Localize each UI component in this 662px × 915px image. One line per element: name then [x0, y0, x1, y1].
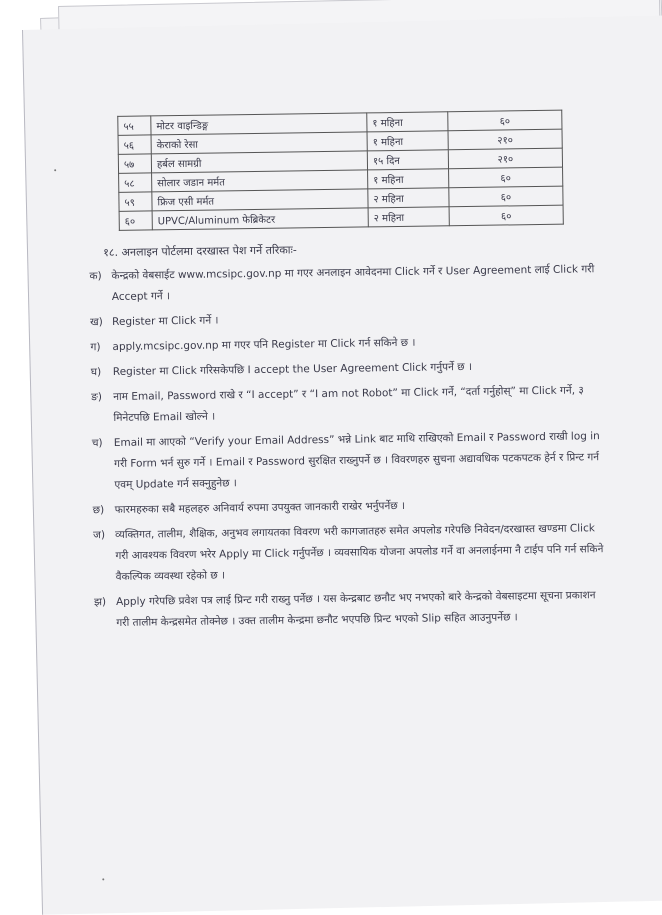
course-value: ६० — [449, 186, 563, 207]
course-duration: १ महिना — [367, 131, 448, 151]
step-marker: क) — [89, 270, 102, 283]
step-item — [94, 585, 610, 634]
course-name: मोटर वाइन्डिङ्ग — [151, 113, 367, 135]
step-item — [91, 355, 606, 383]
step-text: Apply गरेपछि प्रवेश पत्र लाई प्रिन्ट गरी राख्नु पर्नेछ । यस केन्द्रबाट छनौट भए नभएको बारे केन्द्रको वेबसाइटमा सूचना प्रकाशन गरी तालीम केन्द्रसमेत तोक्नेछ । उक्त तालीम केन्द्रमा छनौट भएपछि प्रिन्ट भएको Slip सहित आउनुपर्नेछ । — [115, 589, 596, 629]
step-text: फारमहरुका सबै महलहरु अनिवार्य रुपमा उपयुक्त जानकारी राखेर भर्नुपर्नेछ । — [114, 499, 406, 516]
course-duration: १ महिना — [368, 169, 449, 189]
step-marker: ग) — [90, 341, 101, 354]
course-value: २१० — [448, 129, 562, 150]
step-marker: ख) — [90, 316, 103, 329]
document-page — [22, 15, 662, 914]
step-item — [90, 305, 605, 333]
step-text: Register मा Click गर्ने । — [112, 314, 219, 328]
course-name: UPVC/Aluminum फेब्रिकेटर — [152, 208, 368, 230]
course-duration: १५ दिन — [367, 150, 448, 170]
course-duration: २ महिना — [368, 207, 449, 227]
row-number: ६० — [119, 211, 152, 230]
step-marker: ज) — [93, 529, 106, 542]
step-item — [89, 259, 605, 308]
step-marker: झ) — [93, 596, 107, 609]
row-number: ५८ — [119, 173, 152, 192]
page-content — [87, 109, 609, 638]
course-duration: १ महिना — [367, 112, 448, 132]
step-text: Register मा Click गरिसकेपछि I accept the User Agreement Click गर्नुपर्ने छ । — [112, 360, 473, 378]
row-number: ५७ — [118, 154, 151, 173]
step-marker: घ) — [90, 366, 102, 379]
step-item — [93, 493, 608, 521]
step-item — [93, 518, 609, 588]
step-text: apply.mcsipc.gov.np मा गएर पनि Register मा Click गर्न सकिने छ । — [112, 336, 416, 353]
speck — [54, 169, 56, 171]
step-marker: ङ) — [91, 391, 103, 404]
row-number: ५५ — [118, 116, 151, 135]
step-marker: च) — [91, 437, 103, 450]
course-name: फ्रिज एसी मर्मत — [152, 189, 368, 211]
step-text: Email मा आएको “Verify your Email Address” भन्ने Link बाट माथि राखिएको Email र Password राखी log in गरी Form भर्न सुरु गर्ने । Email र Password सुरक्षित राख्नुपर्ने छ । विवरणहरु सुचना अद्यावधिक पटकपटक हेर्न र प्रिन्ट गर्न एवम् Update गर्न सक्नुहुनेछ । — [113, 430, 600, 491]
section-heading: १८. अनलाइन पोर्टलमा दरखास्त पेश गर्ने तरिकाः- — [103, 243, 297, 260]
step-text: केन्द्रको वेबसाईट www.mcsipc.gov.np मा गएर अनलाइन आवेदनमा Click गर्ने र User Agreement लाई Click गरी Accept गर्ने । — [111, 263, 595, 303]
course-duration: २ महिना — [368, 188, 449, 208]
course-name: सोलार जडान मर्मत — [152, 170, 368, 192]
row-number: ५६ — [118, 135, 151, 154]
step-item — [91, 380, 607, 429]
course-value: २१० — [448, 148, 562, 169]
course-name: केराको रेसा — [151, 132, 367, 154]
step-item — [90, 330, 605, 358]
step-marker: छ) — [92, 504, 105, 517]
course-value: ६० — [449, 167, 563, 188]
step-text: नाम Email, Password राखे र “I accept” र “I am not Robot” मा Click गर्ने, “दर्ता गर्नुहोस्” मा Click गर्ने, ३ मिनेटपछि Email खोल्ने । — [113, 384, 584, 424]
course-value: ६० — [449, 205, 563, 226]
step-text: व्यक्तिगत, तालीम, शैक्षिक, अनुभव लगायतका विवरण भरी कागजातहरु समेत अपलोड गरेपछि निवेदन/दरखास्त खण्डमा Click गरी आवश्यक विवरण भरेर Apply मा Click गर्नुपर्नेछ । व्यवसायिक योजना अपलोड गर्ने वा अनलाईनमा नै टाईप पनि गर्न सकिने वैकल्पिक व्यवस्था रहेको छ । — [115, 522, 604, 583]
course-value: ६० — [448, 110, 562, 131]
course-table — [117, 110, 564, 231]
row-number: ५९ — [119, 192, 152, 211]
course-name: हर्बल सामग्री — [151, 151, 367, 173]
step-item — [92, 426, 608, 496]
speck — [102, 878, 104, 880]
